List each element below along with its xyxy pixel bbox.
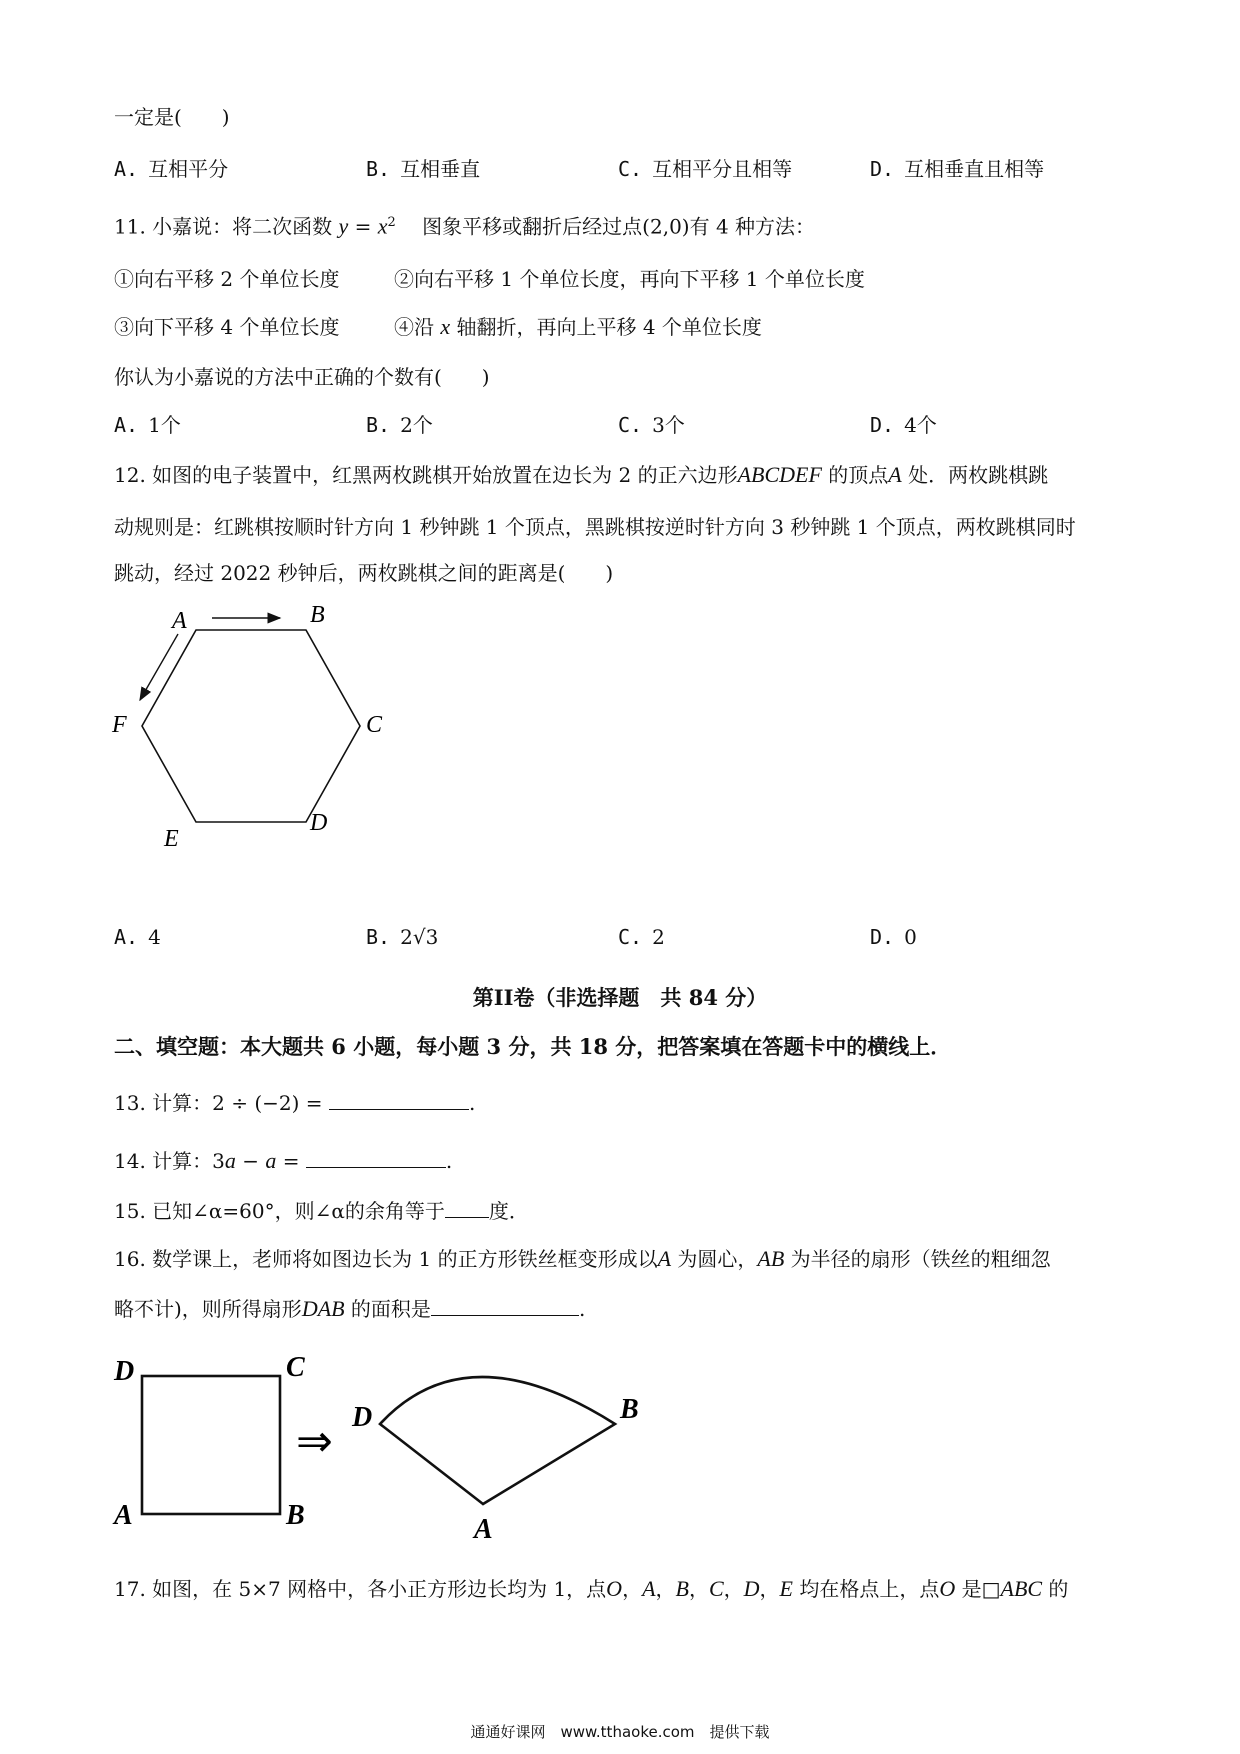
q12-option-c: C. 2 [618, 925, 665, 949]
q12-option-d: D. 0 [870, 925, 917, 949]
q16-line-1: 16. 数学课上，老师将如图边长为 1 的正方形铁丝框变形成以A 为圆心，AB 为半径的扇形（铁丝的粗细忽 [114, 1246, 1051, 1271]
sector-shape [380, 1377, 615, 1504]
q11-question: 你认为小嘉说的方法中正确的个数有( ) [114, 365, 490, 389]
q12-line-1: 12. 如图的电子装置中，红黑两枚跳棋开始放置在边长为 2 的正六边形ABCDEF 的顶点A 处．两枚跳棋跳 [114, 462, 1049, 487]
q17-line-1: 17. 如图，在 5×7 网格中，各小正方形边长均为 1，点O，A，B，C，D，E 均在格点上，点O 是□ABC 的 [114, 1576, 1069, 1601]
transform-arrow: ⇒ [296, 1417, 333, 1466]
q12-line-2: 动规则是：红跳棋按顺时针方向 1 秒钟跳 1 个顶点，黑跳棋按逆时针方向 3 秒钟跳 1 个顶点，两枚跳棋同时 [114, 515, 1076, 539]
square-frame [142, 1376, 280, 1514]
vertex-label-b: B [310, 602, 325, 628]
vertex-label-c: C [366, 712, 383, 738]
q11-method-1: ①向右平移 2 个单位长度 [114, 267, 340, 291]
footer-source: 通通好课网 www.tthaoke.com 提供下载 [470, 1723, 770, 1741]
vertex-label-d: D [310, 810, 328, 836]
q14: 14. 计算：3a − a = . [114, 1148, 453, 1173]
q11-option-c: C. 3个 [618, 413, 685, 437]
q10-option-c: C. 互相平分且相等 [618, 157, 793, 181]
section-2-title: 第II卷（非选择题 共 84 分） [472, 985, 768, 1010]
q12-option-b: B. 2√3 [366, 925, 439, 949]
q10-option-d: D. 互相垂直且相等 [870, 157, 1045, 181]
q10-option-a: A. 互相平分 [114, 157, 229, 181]
counterclockwise-arrow [140, 634, 178, 700]
q11-method-3: ③向下平移 4 个单位长度 [114, 315, 340, 339]
q15-answer-blank[interactable] [445, 1199, 489, 1218]
square-label-c: C [286, 1352, 305, 1383]
q14-answer-blank[interactable] [306, 1149, 446, 1168]
sector-label-a: A [474, 1514, 493, 1545]
q16-answer-blank[interactable] [431, 1297, 579, 1316]
q11-method-2: ②向右平移 1 个单位长度，再向下平移 1 个单位长度 [394, 267, 865, 291]
q13-answer-blank[interactable] [329, 1091, 469, 1110]
square-label-a: A [114, 1500, 133, 1531]
q11-method-4: ④沿 x 轴翻折，再向上平移 4 个单位长度 [394, 314, 762, 339]
q16-line-2: 略不计)，则所得扇形DAB 的面积是 . [114, 1296, 586, 1321]
q11-option-a: A. 1个 [114, 413, 181, 437]
q10-option-b: B. 互相垂直 [366, 157, 481, 181]
vertex-label-e: E [164, 826, 179, 852]
hexagon-shape [142, 630, 360, 822]
q13: 13. 计算：2 ÷ (−2) = . [114, 1091, 476, 1115]
vertex-label-a: A [172, 608, 187, 634]
q11-option-d: D. 4个 [870, 413, 937, 437]
square-label-d: D [114, 1356, 135, 1387]
q15: 15. 已知∠α=60°，则∠α的余角等于 度． [114, 1199, 529, 1223]
square-label-b: B [286, 1500, 305, 1531]
sector-label-d: D [352, 1402, 373, 1433]
fill-in-heading: 二、填空题：本大题共 6 小题，每小题 3 分，共 18 分，把答案填在答题卡中的横线上． [114, 1034, 952, 1059]
vertex-label-f: F [112, 712, 127, 738]
square-to-sector-figure [100, 1340, 660, 1545]
q10-stem-tail: 一定是( ) [114, 105, 230, 129]
q11-stem: 11. 小嘉说：将二次函数 $y = x^2$ 图象平移或翻折后经过点(2,0)有 4 种方法： [114, 213, 816, 239]
hexagon-figure [100, 590, 420, 860]
q11-option-b: B. 2个 [366, 413, 433, 437]
q12-option-a: A. 4 [114, 925, 161, 949]
q12-line-3: 跳动，经过 2022 秒钟后，两枚跳棋之间的距离是( ) [114, 561, 614, 585]
sector-label-b: B [620, 1394, 639, 1425]
